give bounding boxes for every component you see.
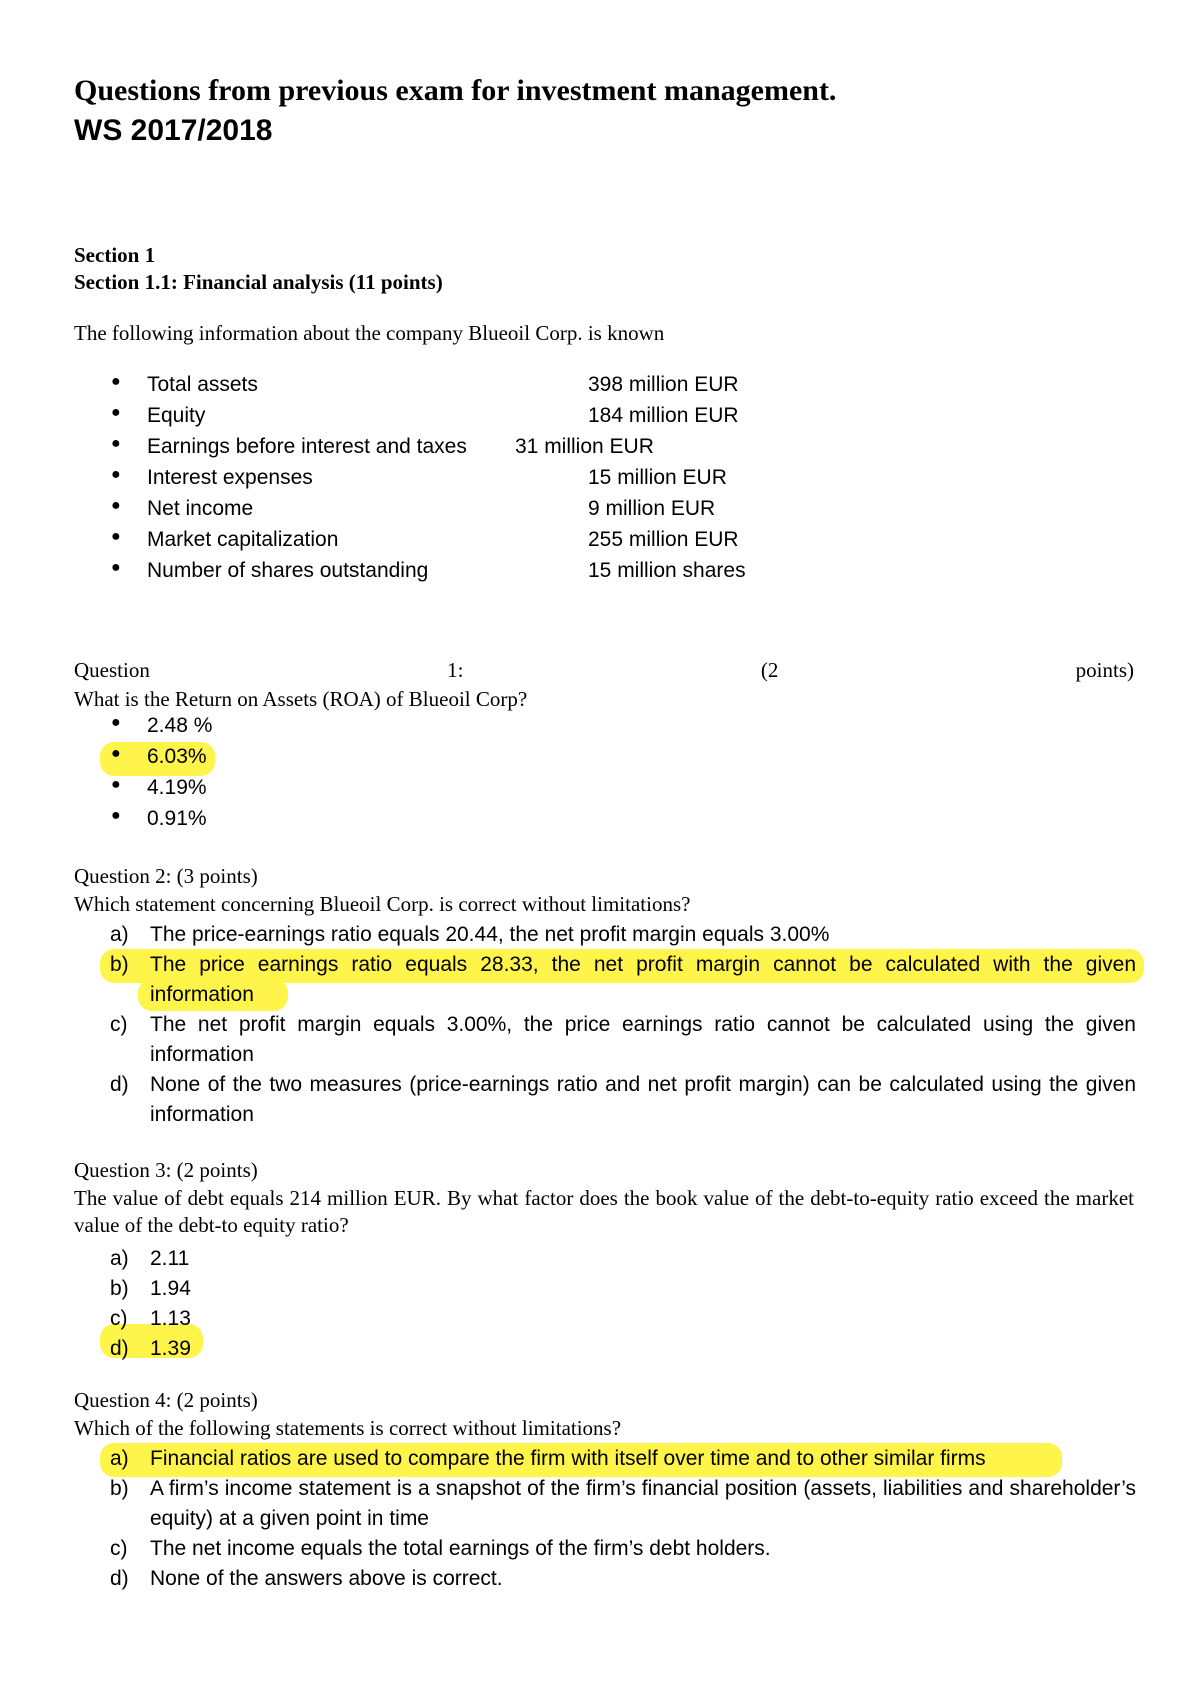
bullet-icon: ● <box>111 466 121 483</box>
question-2-option-correct: b) The price earnings ratio equals 28.33, the net profit margin cannot be calculated with the given information <box>110 953 1136 1006</box>
question-2-option: c) The net profit margin equals 3.00%, the price earnings ratio cannot be calculated using the given information <box>110 1013 1136 1066</box>
bullet-icon: ● <box>111 404 121 421</box>
question-3-option: a) 2.11 <box>110 1247 190 1270</box>
section-heading: Section 1 <box>74 243 156 267</box>
question-2-option: d) None of the two measures (price-earnings ratio and net profit margin) can be calculated using the given information <box>110 1073 1136 1126</box>
question-4-option: b) A firm’s income statement is a snapshot of the firm’s financial position (assets, liabilities and shareholder’s equity) at a given point in time <box>110 1477 1136 1530</box>
question-2-heading: Question 2: (3 points) <box>74 864 258 888</box>
bullet-icon: ● <box>111 714 121 731</box>
question-4-option-correct: a) Financial ratios are used to compare the firm with itself over time and to other similar firms <box>110 1447 986 1470</box>
document-page: Questions from previous exam for investment management. WS 2017/2018 Section 1 Section 1.1: Financial analysis (11 points) The following information about the company Blueoil Corp. is known ● Total assets 398 million EUR ● Equity 184 million EUR ● Earnings before interest and taxes 31 million EUR ● Interest expenses 15 million EUR ● Net income 9 million EUR ● Market capitalization 255 million EUR ● Number of shares outstanding 15 million shares Question 1: (2 points) What is the Return on Assets (ROA) of Blueoil Corp? ● 2.48 % ● 6.03% ● 4.19% ● 0.91% Question 2: (3 points) Which statement concerning Blueoil Corp. is correct without limitations? a) The price-earnings ratio equals 20.44, the net profit margin equals 3.00% b) The price earnings ratio equals 28.33, the net profit margin cannot be calculated with the given information c) The net profit margin equals 3.00%, the price earnings ratio cannot be calculated using the given information d) None of the two measures (price-earnings ratio and net profit margin) can be calculated using the given information Question 3: (2 points) The value of debt equals 214 million EUR. By what factor does the book value of the debt-to-equity ratio exceed the market value of the debt-to equity ratio? a) 2.11 b) 1.94 c) 1.13 d) 1.39 Question 4: (2 points) Which of the following statements is correct without limitations? a) Financial ratios are used to compare the firm with itself over time and to other similar firms b) A firm’s income statement is a snapshot of the firm’s financial position (assets, liabilities and shareholder’s equity) at a given point in time c) The net income equals the total earnings of the firm’s debt holders. d) None of the answers above is correct. <box>0 0 1200 1698</box>
section-subheading: Section 1.1: Financial analysis (11 points) <box>74 270 443 294</box>
question-4-text: Which of the following statements is correct without limitations? <box>74 1416 622 1440</box>
bullet-icon: ● <box>111 559 121 576</box>
document-term: WS 2017/2018 <box>74 114 273 147</box>
bullet-icon: ● <box>111 435 121 452</box>
section-intro: The following information about the company Blueoil Corp. is known <box>74 321 665 345</box>
bullet-icon: ● <box>111 776 121 793</box>
bullet-icon: ● <box>111 745 121 762</box>
question-4-option: c) The net income equals the total earnings of the firm’s debt holders. <box>110 1537 771 1560</box>
question-3-option: b) 1.94 <box>110 1277 191 1300</box>
bullet-icon: ● <box>111 373 121 390</box>
document-title: Questions from previous exam for investment management. <box>74 74 837 107</box>
question-3-option-correct: d) 1.39 <box>110 1337 191 1360</box>
question-4-heading: Question 4: (2 points) <box>74 1388 258 1412</box>
question-1-heading: Question 1: (2 points) <box>74 658 1134 682</box>
question-2-option: a) The price-earnings ratio equals 20.44, the net profit margin equals 3.00% <box>110 923 830 946</box>
question-1-text: What is the Return on Assets (ROA) of Blueoil Corp? <box>74 687 528 711</box>
question-3-heading: Question 3: (2 points) <box>74 1158 258 1182</box>
question-3-text: The value of debt equals 214 million EUR. By what factor does the book value of the debt-to-equity ratio exceed the market value of the debt-to equity ratio? <box>74 1186 1134 1237</box>
bullet-icon: ● <box>111 497 121 514</box>
bullet-icon: ● <box>111 807 121 824</box>
question-2-text: Which statement concerning Blueoil Corp. is correct without limitations? <box>74 892 691 916</box>
bullet-icon: ● <box>111 528 121 545</box>
question-3-option: c) 1.13 <box>110 1307 191 1330</box>
question-4-option: d) None of the answers above is correct. <box>110 1567 503 1590</box>
